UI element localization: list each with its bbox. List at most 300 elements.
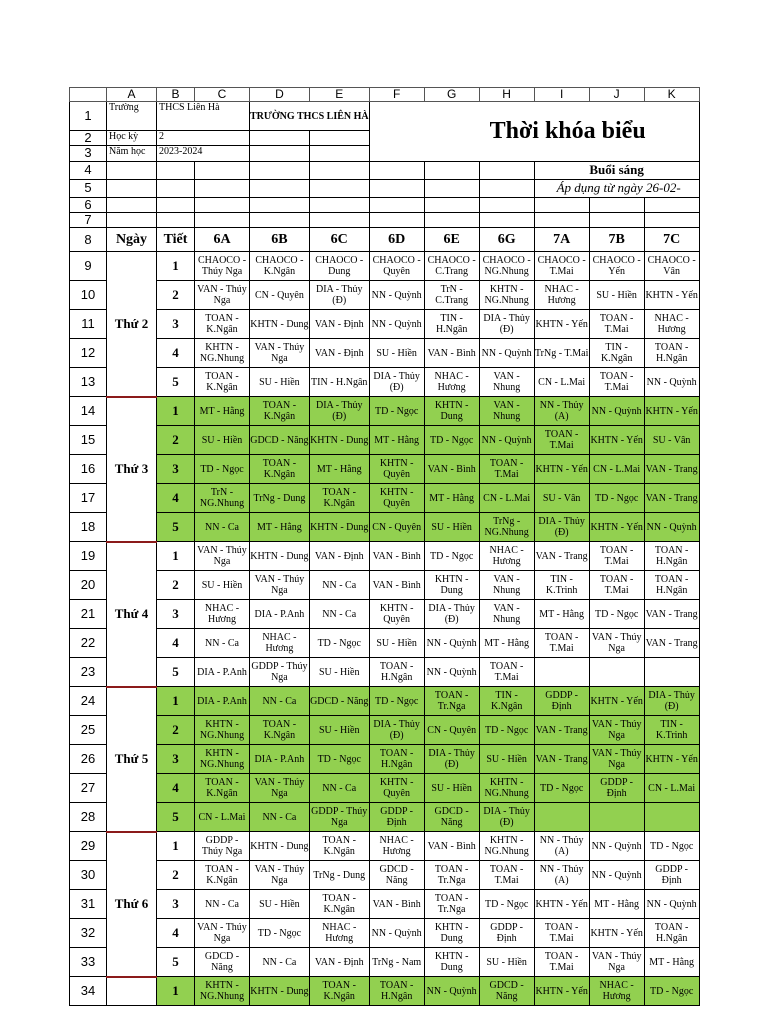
- row-number[interactable]: 25: [70, 716, 107, 745]
- empty-cell[interactable]: [589, 197, 644, 212]
- empty-cell[interactable]: [309, 131, 369, 146]
- school-full-name[interactable]: TRƯỜNG THCS LIÊN HÀ: [250, 102, 370, 131]
- lesson-cell[interactable]: DIA - P.Anh: [250, 745, 310, 774]
- lesson-cell[interactable]: KHTN - Yến: [534, 890, 589, 919]
- lesson-cell[interactable]: DIA - Thủy (Đ): [309, 281, 369, 310]
- period-cell[interactable]: 1: [157, 542, 195, 571]
- lesson-cell[interactable]: VAN - Bình: [369, 571, 424, 600]
- lesson-cell[interactable]: CN - Quyên: [424, 716, 479, 745]
- period-cell[interactable]: 4: [157, 339, 195, 368]
- lesson-cell[interactable]: TOAN - H.Ngân: [644, 339, 699, 368]
- lesson-cell[interactable]: VAN - Thúy Nga: [589, 716, 644, 745]
- school-value[interactable]: THCS Liên Hà: [157, 102, 250, 131]
- lesson-cell[interactable]: MT - Hằng: [369, 426, 424, 455]
- lesson-cell[interactable]: TOAN - K.Ngân: [309, 977, 369, 1006]
- lesson-cell[interactable]: VAN - Định: [309, 310, 369, 339]
- lesson-cell[interactable]: MT - Hằng: [644, 948, 699, 977]
- row-number[interactable]: 19: [70, 542, 107, 571]
- empty-cell[interactable]: [369, 197, 424, 212]
- empty-cell[interactable]: [195, 197, 250, 212]
- lesson-cell[interactable]: KHTN - NG.Nhung: [479, 774, 534, 803]
- empty-cell[interactable]: [644, 213, 699, 228]
- column-letter[interactable]: C: [195, 88, 250, 102]
- lesson-cell[interactable]: VAN - Định: [309, 339, 369, 368]
- row-number[interactable]: 9: [70, 252, 107, 281]
- lesson-cell[interactable]: KHTN - Quyên: [369, 600, 424, 629]
- lesson-cell[interactable]: NHAC - Hương: [644, 310, 699, 339]
- lesson-cell[interactable]: VAN - Nhung: [479, 600, 534, 629]
- lesson-cell[interactable]: KHTN - Dung: [424, 948, 479, 977]
- lesson-cell[interactable]: GDDP - Định: [369, 803, 424, 832]
- column-letter[interactable]: J: [589, 88, 644, 102]
- lesson-cell[interactable]: TOAN - T.Mai: [534, 629, 589, 658]
- lesson-cell[interactable]: TD - Ngọc: [424, 542, 479, 571]
- day-cell[interactable]: [107, 977, 157, 1006]
- lesson-cell[interactable]: TOAN - T.Mai: [534, 948, 589, 977]
- lesson-cell[interactable]: TOAN - T.Mai: [589, 310, 644, 339]
- lesson-cell[interactable]: NN - Ca: [309, 600, 369, 629]
- empty-cell[interactable]: [424, 213, 479, 228]
- lesson-cell[interactable]: TD - Ngọc: [479, 716, 534, 745]
- column-letter[interactable]: H: [479, 88, 534, 102]
- empty-cell[interactable]: [309, 161, 369, 179]
- lesson-cell[interactable]: TD - Ngọc: [644, 977, 699, 1006]
- lesson-cell[interactable]: NHAC - Hương: [195, 600, 250, 629]
- row-number[interactable]: 30: [70, 861, 107, 890]
- lesson-cell[interactable]: [644, 658, 699, 687]
- empty-cell[interactable]: [250, 131, 310, 146]
- lesson-cell[interactable]: TOAN - Tr.Nga: [424, 861, 479, 890]
- lesson-cell[interactable]: VAN - Trang: [534, 542, 589, 571]
- lesson-cell[interactable]: TOAN - K.Ngân: [195, 861, 250, 890]
- lesson-cell[interactable]: GDCD - Năng: [309, 687, 369, 716]
- lesson-cell[interactable]: GDDP - Định: [644, 861, 699, 890]
- lesson-cell[interactable]: DIA - Thủy (Đ): [644, 687, 699, 716]
- lesson-cell[interactable]: KHTN - Quyên: [369, 774, 424, 803]
- day-cell[interactable]: Thứ 4: [107, 542, 157, 687]
- empty-cell[interactable]: [369, 179, 424, 197]
- class-header[interactable]: 7C: [644, 228, 699, 252]
- lesson-cell[interactable]: TD - Ngọc: [369, 397, 424, 426]
- lesson-cell[interactable]: CHAOCO - Quyên: [369, 252, 424, 281]
- lesson-cell[interactable]: NN - Ca: [195, 629, 250, 658]
- period-cell[interactable]: 2: [157, 571, 195, 600]
- empty-cell[interactable]: [369, 213, 424, 228]
- empty-cell[interactable]: [309, 146, 369, 161]
- lesson-cell[interactable]: TD - Ngọc: [369, 687, 424, 716]
- lesson-cell[interactable]: TOAN - K.Ngân: [195, 774, 250, 803]
- lesson-cell[interactable]: TD - Ngọc: [424, 426, 479, 455]
- empty-cell[interactable]: [250, 146, 310, 161]
- lesson-cell[interactable]: TOAN - T.Mai: [534, 919, 589, 948]
- lesson-cell[interactable]: MT - Hằng: [309, 455, 369, 484]
- period-cell[interactable]: 2: [157, 281, 195, 310]
- lesson-cell[interactable]: NN - Quỳnh: [589, 397, 644, 426]
- row-number[interactable]: 15: [70, 426, 107, 455]
- period-cell[interactable]: 5: [157, 513, 195, 542]
- lesson-cell[interactable]: KHTN - Dung: [424, 919, 479, 948]
- empty-cell[interactable]: [195, 179, 250, 197]
- lesson-cell[interactable]: TIN - K.Ngân: [479, 687, 534, 716]
- row-number[interactable]: 8: [70, 228, 107, 252]
- day-cell[interactable]: Thứ 3: [107, 397, 157, 542]
- lesson-cell[interactable]: VAN - Thúy Nga: [589, 629, 644, 658]
- lesson-cell[interactable]: TOAN - K.Ngân: [309, 484, 369, 513]
- lesson-cell[interactable]: TOAN - H.Ngân: [644, 571, 699, 600]
- empty-cell[interactable]: [157, 197, 195, 212]
- lesson-cell[interactable]: VAN - Định: [309, 948, 369, 977]
- row-number[interactable]: 7: [70, 213, 107, 228]
- lesson-cell[interactable]: DIA - Thủy (Đ): [309, 397, 369, 426]
- empty-cell[interactable]: [534, 197, 589, 212]
- period-cell[interactable]: 3: [157, 600, 195, 629]
- row-number[interactable]: 3: [70, 146, 107, 161]
- lesson-cell[interactable]: KHTN - Yến: [644, 281, 699, 310]
- row-number[interactable]: 14: [70, 397, 107, 426]
- lesson-cell[interactable]: DIA - Thủy (Đ): [424, 745, 479, 774]
- lesson-cell[interactable]: CN - L.Mai: [195, 803, 250, 832]
- period-cell[interactable]: 5: [157, 658, 195, 687]
- lesson-cell[interactable]: VAN - Thúy Nga: [250, 339, 310, 368]
- lesson-cell[interactable]: TD - Ngọc: [644, 832, 699, 861]
- lesson-cell[interactable]: KHTN - Yến: [644, 397, 699, 426]
- lesson-cell[interactable]: VAN - Nhung: [479, 368, 534, 397]
- period-cell[interactable]: 3: [157, 310, 195, 339]
- lesson-cell[interactable]: CHAOCO - NG.Nhung: [479, 252, 534, 281]
- lesson-cell[interactable]: VAN - Bình: [424, 455, 479, 484]
- lesson-cell[interactable]: VAN - Bình: [369, 542, 424, 571]
- lesson-cell[interactable]: VAN - Thúy Nga: [250, 861, 310, 890]
- session-label[interactable]: Buổi sáng: [534, 161, 699, 179]
- row-number[interactable]: 18: [70, 513, 107, 542]
- lesson-cell[interactable]: MT - Hằng: [589, 890, 644, 919]
- period-cell[interactable]: 3: [157, 745, 195, 774]
- lesson-cell[interactable]: KHTN - NG.Nhung: [195, 977, 250, 1006]
- lesson-cell[interactable]: NN - Thủy (A): [534, 832, 589, 861]
- lesson-cell[interactable]: TOAN - Tr.Nga: [424, 687, 479, 716]
- empty-cell[interactable]: [479, 197, 534, 212]
- lesson-cell[interactable]: TrNg - NG.Nhung: [479, 513, 534, 542]
- lesson-cell[interactable]: NHAC - Hương: [250, 629, 310, 658]
- lesson-cell[interactable]: SU - Hiền: [309, 658, 369, 687]
- lesson-cell[interactable]: GDDP - Thúy Nga: [250, 658, 310, 687]
- year-value[interactable]: 2023-2024: [157, 146, 250, 161]
- row-number[interactable]: 17: [70, 484, 107, 513]
- empty-cell[interactable]: [479, 213, 534, 228]
- row-number[interactable]: 1: [70, 102, 107, 131]
- lesson-cell[interactable]: SU - Hiền: [589, 281, 644, 310]
- lesson-cell[interactable]: VAN - Bình: [424, 339, 479, 368]
- lesson-cell[interactable]: CN - L.Mai: [479, 484, 534, 513]
- lesson-cell[interactable]: CN - L.Mai: [534, 368, 589, 397]
- empty-cell[interactable]: [195, 161, 250, 179]
- lesson-cell[interactable]: TrNg - Dung: [250, 484, 310, 513]
- day-cell[interactable]: Thứ 6: [107, 832, 157, 977]
- lesson-cell[interactable]: SU - Hiền: [424, 513, 479, 542]
- lesson-cell[interactable]: GDDP - Định: [479, 919, 534, 948]
- lesson-cell[interactable]: CN - L.Mai: [644, 774, 699, 803]
- lesson-cell[interactable]: DIA - P.Anh: [250, 600, 310, 629]
- row-number[interactable]: 29: [70, 832, 107, 861]
- lesson-cell[interactable]: TOAN - T.Mai: [479, 861, 534, 890]
- lesson-cell[interactable]: KHTN - Yến: [644, 745, 699, 774]
- row-number[interactable]: 11: [70, 310, 107, 339]
- lesson-cell[interactable]: NN - Ca: [195, 890, 250, 919]
- row-number[interactable]: 28: [70, 803, 107, 832]
- lesson-cell[interactable]: KHTN - Quyên: [369, 484, 424, 513]
- row-number[interactable]: 16: [70, 455, 107, 484]
- period-cell[interactable]: 5: [157, 803, 195, 832]
- lesson-cell[interactable]: TD - Ngọc: [250, 919, 310, 948]
- lesson-cell[interactable]: DIA - Thủy (Đ): [479, 310, 534, 339]
- lesson-cell[interactable]: TrN - NG.Nhung: [195, 484, 250, 513]
- lesson-cell[interactable]: KHTN - Quyên: [369, 455, 424, 484]
- lesson-cell[interactable]: VAN - Thúy Nga: [195, 919, 250, 948]
- lesson-cell[interactable]: SU - Hiền: [479, 745, 534, 774]
- lesson-cell[interactable]: VAN - Thúy Nga: [250, 571, 310, 600]
- lesson-cell[interactable]: NN - Ca: [250, 687, 310, 716]
- lesson-cell[interactable]: DIA - P.Anh: [195, 687, 250, 716]
- class-header[interactable]: 7A: [534, 228, 589, 252]
- lesson-cell[interactable]: CHAOCO - Vân: [644, 252, 699, 281]
- row-number[interactable]: 31: [70, 890, 107, 919]
- empty-cell[interactable]: [250, 213, 310, 228]
- lesson-cell[interactable]: GDCD - Năng: [195, 948, 250, 977]
- row-number[interactable]: 34: [70, 977, 107, 1006]
- lesson-cell[interactable]: [644, 803, 699, 832]
- school-label[interactable]: Trường: [107, 102, 157, 131]
- period-cell[interactable]: 5: [157, 368, 195, 397]
- lesson-cell[interactable]: TOAN - H.Ngân: [369, 977, 424, 1006]
- lesson-cell[interactable]: TOAN - K.Ngân: [195, 368, 250, 397]
- lesson-cell[interactable]: KHTN - Yến: [534, 977, 589, 1006]
- row-number[interactable]: 21: [70, 600, 107, 629]
- lesson-cell[interactable]: NN - Quỳnh: [589, 861, 644, 890]
- lesson-cell[interactable]: MT - Hằng: [250, 513, 310, 542]
- lesson-cell[interactable]: GDDP - Thúy Nga: [309, 803, 369, 832]
- row-number[interactable]: 5: [70, 179, 107, 197]
- lesson-cell[interactable]: CHAOCO - Thúy Nga: [195, 252, 250, 281]
- lesson-cell[interactable]: TOAN - T.Mai: [479, 658, 534, 687]
- lesson-cell[interactable]: KHTN - Dung: [424, 571, 479, 600]
- period-cell[interactable]: 3: [157, 455, 195, 484]
- lesson-cell[interactable]: TrNg - Nam: [369, 948, 424, 977]
- empty-cell[interactable]: [157, 213, 195, 228]
- lesson-cell[interactable]: TOAN - K.Ngân: [309, 890, 369, 919]
- lesson-cell[interactable]: KHTN - Dung: [250, 977, 310, 1006]
- title-cell[interactable]: [369, 102, 699, 162]
- column-letter[interactable]: G: [424, 88, 479, 102]
- lesson-cell[interactable]: KHTN - NG.Nhung: [479, 281, 534, 310]
- lesson-cell[interactable]: DIA - P.Anh: [195, 658, 250, 687]
- lesson-cell[interactable]: GDDP - Định: [589, 774, 644, 803]
- row-number[interactable]: 24: [70, 687, 107, 716]
- lesson-cell[interactable]: GDDP - Thúy Nga: [195, 832, 250, 861]
- empty-cell[interactable]: [589, 213, 644, 228]
- lesson-cell[interactable]: TOAN - H.Ngân: [644, 919, 699, 948]
- lesson-cell[interactable]: TOAN - K.Ngân: [250, 716, 310, 745]
- lesson-cell[interactable]: NN - Ca: [309, 571, 369, 600]
- lesson-cell[interactable]: VAN - Trang: [644, 484, 699, 513]
- class-header[interactable]: 6E: [424, 228, 479, 252]
- lesson-cell[interactable]: NHAC - Hương: [479, 542, 534, 571]
- lesson-cell[interactable]: VAN - Bình: [424, 832, 479, 861]
- lesson-cell[interactable]: VAN - Trang: [644, 629, 699, 658]
- empty-cell[interactable]: [424, 179, 479, 197]
- lesson-cell[interactable]: NN - Ca: [309, 774, 369, 803]
- lesson-cell[interactable]: VAN - Trang: [534, 745, 589, 774]
- lesson-cell[interactable]: NHAC - Hương: [589, 977, 644, 1006]
- lesson-cell[interactable]: SU - Hiền: [250, 368, 310, 397]
- lesson-cell[interactable]: TIN - H.Ngân: [424, 310, 479, 339]
- empty-cell[interactable]: [250, 197, 310, 212]
- empty-cell[interactable]: [107, 161, 157, 179]
- empty-cell[interactable]: [250, 161, 310, 179]
- lesson-cell[interactable]: VAN - Trang: [534, 716, 589, 745]
- period-cell[interactable]: 4: [157, 774, 195, 803]
- lesson-cell[interactable]: SU - Hiền: [424, 774, 479, 803]
- lesson-cell[interactable]: VAN - Nhung: [479, 571, 534, 600]
- lesson-cell[interactable]: VAN - Thúy Nga: [589, 948, 644, 977]
- lesson-cell[interactable]: GDCD - Năng: [424, 803, 479, 832]
- lesson-cell[interactable]: CN - Quyên: [250, 281, 310, 310]
- period-cell[interactable]: 3: [157, 890, 195, 919]
- lesson-cell[interactable]: TIN - K.Ngân: [589, 339, 644, 368]
- lesson-cell[interactable]: TOAN - Tr.Nga: [424, 890, 479, 919]
- lesson-cell[interactable]: TOAN - T.Mai: [589, 542, 644, 571]
- empty-cell[interactable]: [157, 179, 195, 197]
- lesson-cell[interactable]: TOAN - K.Ngân: [250, 397, 310, 426]
- lesson-cell[interactable]: SU - Hiền: [195, 571, 250, 600]
- lesson-cell[interactable]: NN - Quỳnh: [479, 339, 534, 368]
- lesson-cell[interactable]: TrN - C.Trang: [424, 281, 479, 310]
- lesson-cell[interactable]: VAN - Nhung: [479, 397, 534, 426]
- row-number[interactable]: 22: [70, 629, 107, 658]
- empty-cell[interactable]: [644, 197, 699, 212]
- corner-cell[interactable]: [70, 88, 107, 102]
- lesson-cell[interactable]: VAN - Thúy Nga: [195, 281, 250, 310]
- class-header[interactable]: 7B: [589, 228, 644, 252]
- lesson-cell[interactable]: NN - Quỳnh: [424, 658, 479, 687]
- lesson-cell[interactable]: NN - Quỳnh: [644, 513, 699, 542]
- lesson-cell[interactable]: DIA - Thủy (Đ): [479, 803, 534, 832]
- empty-cell[interactable]: [195, 213, 250, 228]
- lesson-cell[interactable]: NN - Quỳnh: [369, 310, 424, 339]
- lesson-cell[interactable]: TOAN - H.Ngân: [369, 658, 424, 687]
- lesson-cell[interactable]: CHAOCO - Yến: [589, 252, 644, 281]
- lesson-cell[interactable]: SU - Vân: [534, 484, 589, 513]
- lesson-cell[interactable]: MT - Hằng: [424, 484, 479, 513]
- semester-value[interactable]: 2: [157, 131, 250, 146]
- lesson-cell[interactable]: NHAC - Hương: [309, 919, 369, 948]
- lesson-cell[interactable]: SU - Hiền: [250, 890, 310, 919]
- lesson-cell[interactable]: KHTN - Yến: [534, 310, 589, 339]
- empty-cell[interactable]: [369, 161, 424, 179]
- day-cell[interactable]: Thứ 5: [107, 687, 157, 832]
- empty-cell[interactable]: [107, 197, 157, 212]
- lesson-cell[interactable]: KHTN - NG.Nhung: [195, 339, 250, 368]
- lesson-cell[interactable]: TOAN - H.Ngân: [369, 745, 424, 774]
- lesson-cell[interactable]: KHTN - Dung: [250, 542, 310, 571]
- lesson-cell[interactable]: NN - Quỳnh: [424, 629, 479, 658]
- lesson-cell[interactable]: SU - Hiền: [309, 716, 369, 745]
- period-cell[interactable]: 1: [157, 977, 195, 1006]
- lesson-cell[interactable]: NN - Quỳnh: [644, 890, 699, 919]
- lesson-cell[interactable]: [589, 803, 644, 832]
- row-number[interactable]: 26: [70, 745, 107, 774]
- lesson-cell[interactable]: KHTN - NG.Nhung: [479, 832, 534, 861]
- lesson-cell[interactable]: TrNg - Dung: [309, 861, 369, 890]
- day-cell[interactable]: Thứ 2: [107, 252, 157, 397]
- lesson-cell[interactable]: KHTN - Yến: [589, 426, 644, 455]
- lesson-cell[interactable]: TOAN - T.Mai: [479, 455, 534, 484]
- year-label[interactable]: Năm học: [107, 146, 157, 161]
- lesson-cell[interactable]: NN - Ca: [250, 803, 310, 832]
- lesson-cell[interactable]: DIA - Thủy (Đ): [424, 600, 479, 629]
- lesson-cell[interactable]: NN - Ca: [250, 948, 310, 977]
- lesson-cell[interactable]: VAN - Trang: [644, 600, 699, 629]
- column-letter[interactable]: E: [309, 88, 369, 102]
- empty-cell[interactable]: [424, 161, 479, 179]
- lesson-cell[interactable]: CHAOCO - K.Ngân: [250, 252, 310, 281]
- row-number[interactable]: 23: [70, 658, 107, 687]
- lesson-cell[interactable]: NN - Thủy (A): [534, 397, 589, 426]
- lesson-cell[interactable]: DIA - Thủy (Đ): [534, 513, 589, 542]
- period-cell[interactable]: 1: [157, 397, 195, 426]
- lesson-cell[interactable]: SU - Hiền: [195, 426, 250, 455]
- lesson-cell[interactable]: TrNg - T.Mai: [534, 339, 589, 368]
- empty-cell[interactable]: [309, 179, 369, 197]
- lesson-cell[interactable]: TOAN - K.Ngân: [250, 455, 310, 484]
- lesson-cell[interactable]: CHAOCO - C.Trang: [424, 252, 479, 281]
- lesson-cell[interactable]: NN - Quỳnh: [589, 832, 644, 861]
- column-letter[interactable]: A: [107, 88, 157, 102]
- lesson-cell[interactable]: KHTN - Dung: [250, 310, 310, 339]
- row-number[interactable]: 13: [70, 368, 107, 397]
- column-letter[interactable]: B: [157, 88, 195, 102]
- lesson-cell[interactable]: SU - Hiền: [369, 339, 424, 368]
- row-number[interactable]: 6: [70, 197, 107, 212]
- class-header[interactable]: 6B: [250, 228, 310, 252]
- empty-cell[interactable]: [309, 213, 369, 228]
- lesson-cell[interactable]: VAN - Trang: [644, 455, 699, 484]
- lesson-cell[interactable]: CN - L.Mai: [589, 455, 644, 484]
- class-header[interactable]: 6A: [195, 228, 250, 252]
- lesson-cell[interactable]: DIA - Thủy (Đ): [369, 368, 424, 397]
- lesson-cell[interactable]: VAN - Định: [309, 542, 369, 571]
- lesson-cell[interactable]: TD - Ngọc: [195, 455, 250, 484]
- period-cell[interactable]: 2: [157, 716, 195, 745]
- period-cell[interactable]: 1: [157, 832, 195, 861]
- empty-cell[interactable]: [309, 197, 369, 212]
- class-header[interactable]: 6G: [479, 228, 534, 252]
- lesson-cell[interactable]: CN - Quyên: [369, 513, 424, 542]
- lesson-cell[interactable]: TOAN - K.Ngân: [309, 832, 369, 861]
- lesson-cell[interactable]: GDCD - Năng: [250, 426, 310, 455]
- lesson-cell[interactable]: VAN - Thúy Nga: [195, 542, 250, 571]
- lesson-cell[interactable]: KHTN - Yến: [534, 455, 589, 484]
- period-cell[interactable]: 2: [157, 426, 195, 455]
- empty-cell[interactable]: [534, 213, 589, 228]
- day-header[interactable]: Ngày: [107, 228, 157, 252]
- lesson-cell[interactable]: TOAN - K.Ngân: [195, 310, 250, 339]
- lesson-cell[interactable]: KHTN - NG.Nhung: [195, 745, 250, 774]
- lesson-cell[interactable]: TD - Ngọc: [309, 745, 369, 774]
- lesson-cell[interactable]: GDCD - Năng: [369, 861, 424, 890]
- lesson-cell[interactable]: [534, 803, 589, 832]
- lesson-cell[interactable]: NN - Quỳnh: [369, 919, 424, 948]
- lesson-cell[interactable]: MT - Hằng: [195, 397, 250, 426]
